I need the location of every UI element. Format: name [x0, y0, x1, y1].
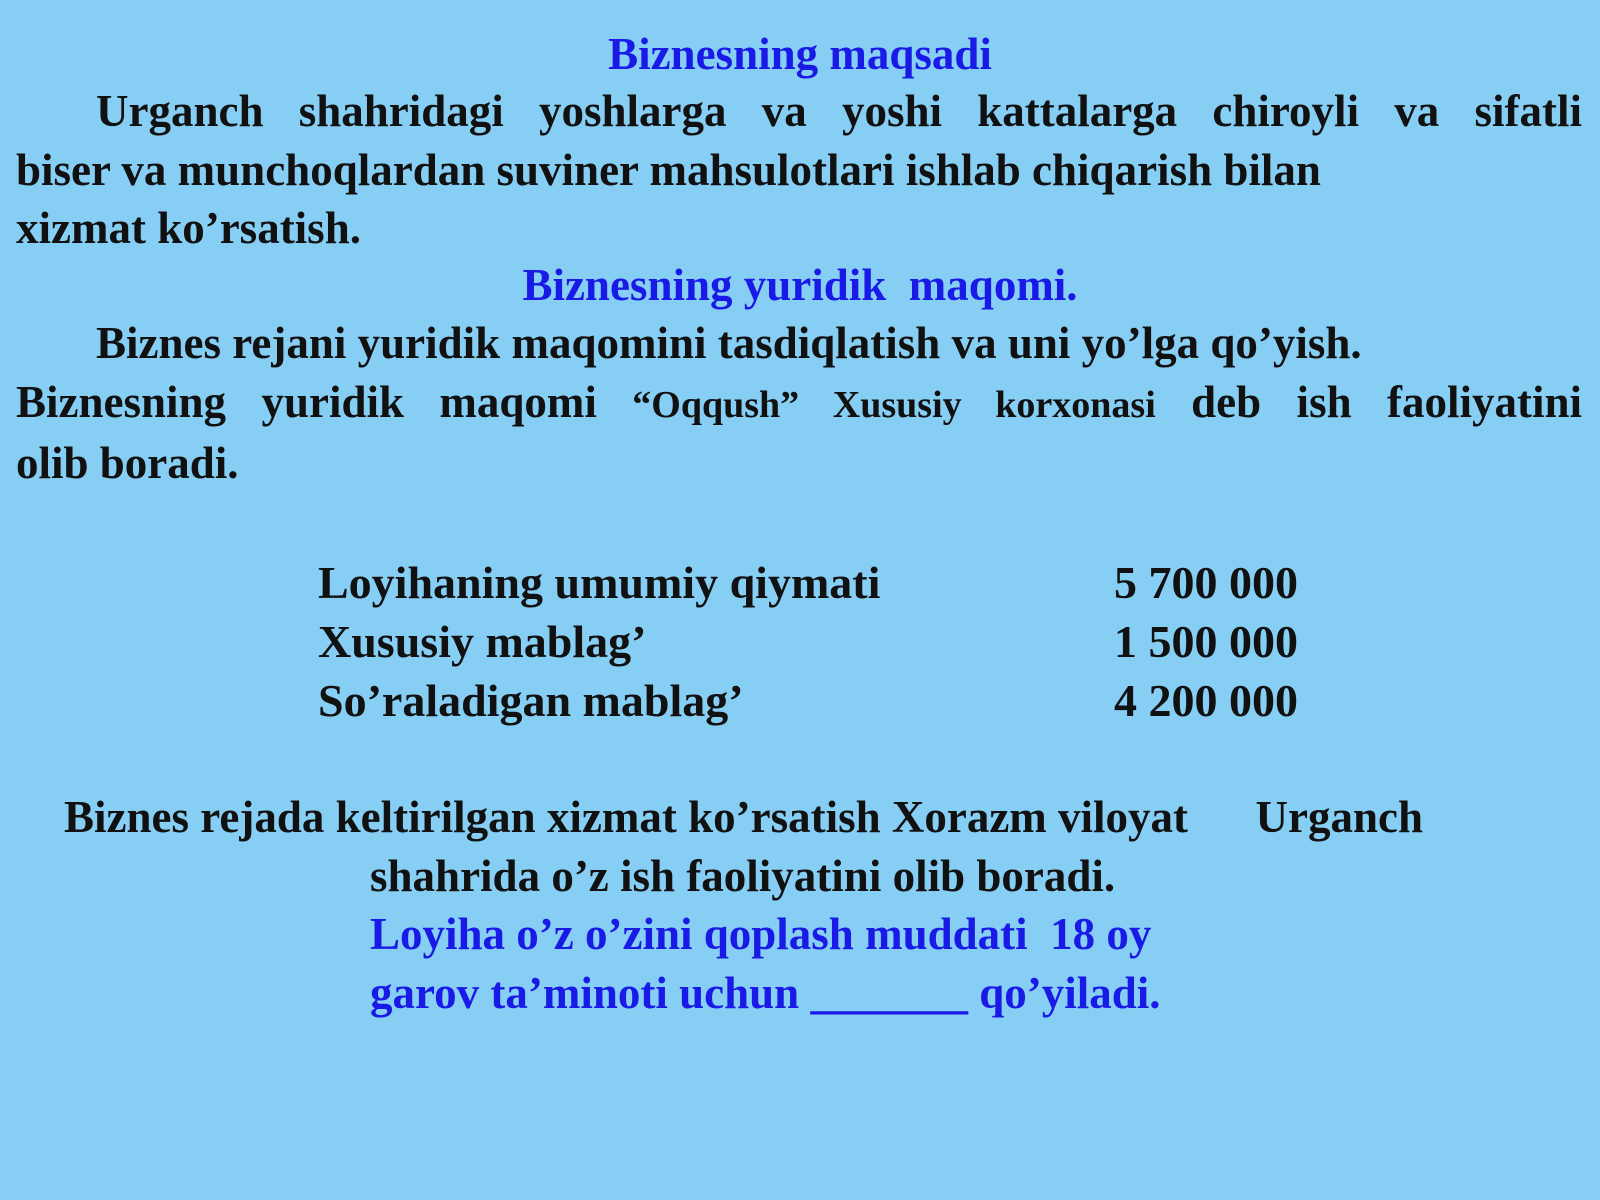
legal-line-3: olib boradi. [16, 438, 239, 488]
finance-value: 5 700 000 [1114, 557, 1298, 608]
legal-line-2-a: Biznesning yuridik maqomi [16, 376, 633, 427]
finance-table [318, 553, 1298, 730]
finance-row [318, 553, 1298, 612]
legal-line-1 [16, 314, 1582, 373]
collateral-line: garov ta’minoti uchun _______ qo’yiladi. [370, 967, 1161, 1018]
payback-period: Loyiha o’z o’zini qoplash muddati 18 oy [370, 909, 1152, 959]
goal-title: Biznesning maqsadi [608, 29, 992, 79]
closing-line-1: Biznes rejada keltirilgan xizmat ko’rsatish Xorazm viloyat Urganch [64, 792, 1424, 842]
legal-status-paragraph [16, 314, 1582, 493]
finance-value: 4 200 000 [1114, 675, 1298, 726]
legal-line-2-c: deb ish faoliyatini [1155, 376, 1582, 427]
legal-line-2 [16, 373, 1582, 435]
finance-label: So’raladigan mablag’ [318, 675, 744, 726]
finance-label: Loyihaning umumiy qiymati [318, 557, 881, 608]
finance-value: 1 500 000 [1114, 616, 1298, 667]
legal-line-2-b: “Oqqush” Xususiy korxonasi [632, 383, 1156, 426]
goal-line-1 [16, 82, 1582, 141]
finance-row [318, 612, 1298, 671]
goal-line-3: xizmat ko’rsatish. [16, 203, 361, 253]
goal-paragraph [16, 82, 1582, 258]
legal-status-title: Biznesning yuridik maqomi. [522, 260, 1078, 310]
finance-label: Xususiy mablag’ [318, 616, 647, 667]
goal-line-1-text: Urganch shahridagi yoshlarga va yoshi kattalarga chiroyli va sifatli [96, 86, 1582, 136]
closing-line-2: shahrida o’z ish faoliyatini olib boradi. [370, 850, 1116, 901]
goal-line-2: biser va munchoqlardan suviner mahsulotlari ishlab chiqarish bilan [16, 144, 1321, 195]
legal-line-1-text: Biznes rejani yuridik maqomini tasdiqlatish va uni yo’lga qo’yish. [96, 318, 1362, 368]
closing-block [0, 788, 1600, 1022]
finance-row [318, 671, 1298, 730]
